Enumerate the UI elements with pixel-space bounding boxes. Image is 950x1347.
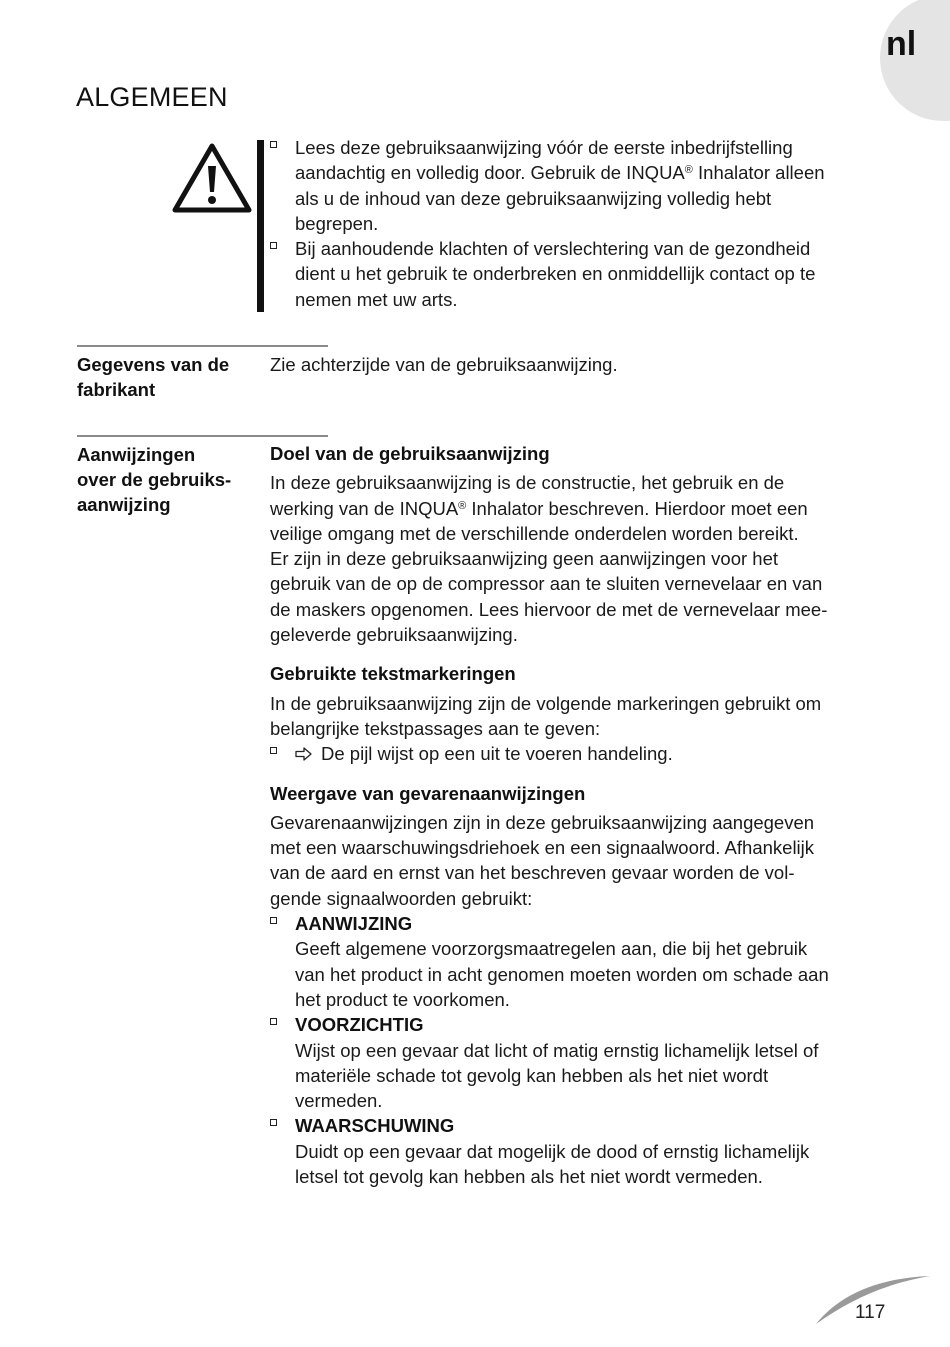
markings-item-text: De pijl wijst op een uit te voeren handeling.	[321, 743, 673, 765]
signal-word: WAARSCHUWING	[295, 1115, 455, 1137]
registered-mark: ®	[684, 164, 693, 177]
instructions-body	[270, 441, 880, 1189]
signal-word: VOORZICHTIG	[295, 1014, 424, 1036]
text-line: In deze gebruiksaanwijzing is de constructie, het gebruik en de	[270, 472, 785, 494]
warning-bar	[257, 140, 264, 312]
square-bullet-icon	[270, 1119, 277, 1126]
heading-line: aanwijzing	[77, 494, 171, 515]
text-line: Wijst op een gevaar dat licht of matig ernstig lichamelijk letsel of	[295, 1039, 819, 1061]
text-line: het product te voorkomen.	[295, 988, 510, 1010]
intro-line: begrepen.	[295, 212, 379, 234]
text-line: materiële schade tot gevolg kan hebben als het niet wordt	[295, 1064, 769, 1086]
text-line: geleverde gebruiksaanwijzing.	[270, 624, 518, 646]
text-line: gende signaalwoorden gebruikt:	[270, 887, 533, 909]
text-line: gebruik van de op de compressor aan te sluiten vernevelaar en van	[270, 573, 823, 595]
text-line: letsel tot gevolg kan hebben als het niet wordt vermeden.	[295, 1166, 763, 1188]
intro-line: Lees deze gebruiksaanwijzing vóór de eerste inbedrijfstelling	[295, 137, 793, 158]
text-line: Inhalator beschreven. Hierdoor moet een	[466, 497, 808, 519]
warning-triangle-icon	[172, 142, 252, 214]
list-item	[270, 911, 880, 1012]
hazard-paragraph	[270, 810, 880, 911]
text-line: werking van de INQUA	[270, 497, 459, 519]
instructions-heading	[77, 442, 257, 517]
list-item	[270, 741, 880, 766]
section-title: ALGEMEEN	[76, 82, 228, 112]
list-item	[270, 236, 880, 312]
square-bullet-icon	[270, 1018, 277, 1025]
language-tab	[880, 0, 950, 121]
purpose-paragraph-1	[270, 470, 880, 546]
text-line: vermeden.	[295, 1090, 383, 1112]
purpose-paragraph-2	[270, 546, 880, 647]
square-bullet-icon	[270, 917, 277, 924]
language-code: nl	[886, 25, 917, 63]
text-line: In de gebruiksaanwijzing zijn de volgende markeringen gebruikt om	[270, 692, 822, 714]
intro-warning-list	[270, 135, 880, 312]
text-line: Duidt op een gevaar dat mogelijk de dood of ernstig lichamelijk	[295, 1140, 810, 1162]
markings-paragraph	[270, 691, 880, 742]
text-line: belangrijke tekstpassages aan te geven:	[270, 717, 601, 739]
purpose-title: Doel van de gebruiksaanwijzing	[270, 443, 550, 464]
text-line: veilige omgang met de verschillende onderdelen worden bereikt.	[270, 522, 799, 544]
heading-line: fabrikant	[77, 379, 156, 400]
hazard-title: Weergave van gevarenaanwijzingen	[270, 782, 586, 804]
registered-mark: ®	[458, 499, 467, 512]
intro-line: nemen met uw arts.	[295, 288, 458, 310]
arrow-right-icon	[295, 747, 313, 761]
intro-line: dient u het gebruik te onderbreken en onmiddellijk contact op te	[295, 263, 816, 285]
square-bullet-icon	[270, 242, 277, 249]
text-line: Geeft algemene voorzorgsmaatregelen aan, die bij het gebruik	[295, 938, 808, 960]
text-line: met een waarschuwingsdriehoek en een signaalwoord. Afhankelijk	[270, 837, 815, 859]
section-divider	[77, 435, 328, 437]
square-bullet-icon	[270, 141, 277, 148]
list-item	[270, 1113, 880, 1189]
section-divider	[77, 345, 328, 347]
intro-line: Inhalator alleen	[692, 162, 825, 184]
text-line: van het product in acht genomen moeten worden om schade aan	[295, 963, 829, 985]
text-line: Er zijn in deze gebruiksaanwijzing geen aanwijzingen voor het	[270, 548, 779, 570]
intro-line: Bij aanhoudende klachten of verslechtering van de gezondheid	[295, 238, 811, 260]
signal-word: AANWIJZING	[295, 913, 413, 935]
heading-line: Aanwijzingen	[77, 444, 196, 465]
list-item	[270, 1012, 880, 1113]
text-line: van de aard en ernst van het beschreven gevaar worden de vol-	[270, 862, 795, 884]
square-bullet-icon	[270, 747, 277, 754]
manufacturer-text: Zie achterzijde van de gebruiksaanwijzing.	[270, 354, 618, 375]
heading-line: Gegevens van de	[77, 354, 230, 375]
text-line: de maskers opgenomen. Lees hiervoor de met de vernevelaar mee-	[270, 598, 828, 620]
page-number: 117	[855, 1302, 886, 1323]
manufacturer-heading	[77, 352, 257, 402]
markings-title: Gebruikte tekstmarkeringen	[270, 663, 516, 685]
text-line: Gevarenaanwijzingen zijn in deze gebruiksaanwijzing aangegeven	[270, 811, 815, 833]
intro-line: als u de inhoud van deze gebruiksaanwijzing volledig hebt	[295, 187, 772, 209]
heading-line: over de gebruiks-	[77, 469, 232, 490]
list-item	[270, 135, 880, 236]
intro-line: aandachtig en volledig door. Gebruik de INQUA	[295, 162, 685, 184]
